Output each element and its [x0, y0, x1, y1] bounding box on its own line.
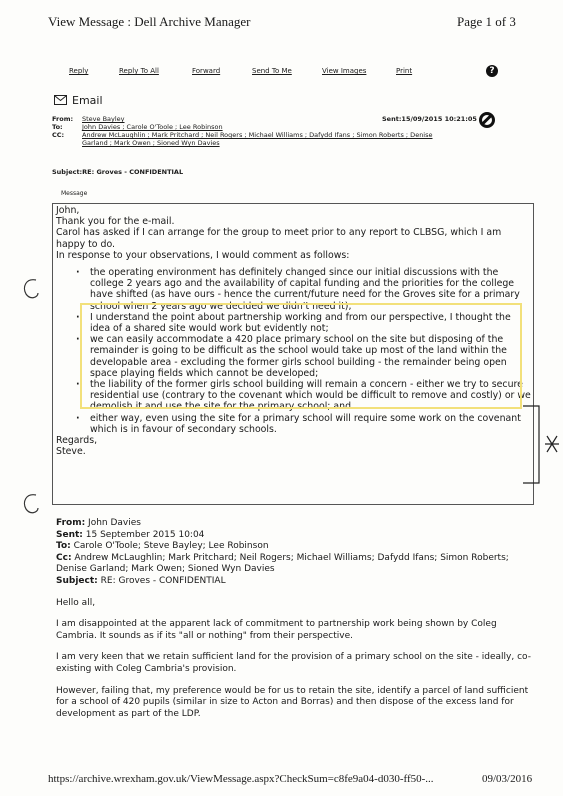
fwd-to-label: To: [56, 541, 71, 552]
fwd-from-label: From: [56, 518, 86, 528]
to-links[interactable]: John Davies ; Carole O'Toole ; Lee Robinson [82, 123, 223, 131]
message-label: Message [61, 190, 88, 197]
cc-links[interactable]: Andrew McLaughlin ; Mark Pritchard ; Neil Rogers ; Michael Williams ; Dafydd Ifans ; Simon Roberts ; Denise [82, 131, 433, 139]
message-line: In response to your observations, I would comment as follows: [56, 249, 350, 261]
forward-button[interactable]: Forward [192, 67, 221, 75]
fwd-subject: RE: Groves - CONFIDENTIAL [100, 575, 226, 586]
fwd-paragraph: However, failing that, my preference would be for us to retain the site, identify a parcel of land sufficient for a school of 420 pupils (similar in size to Acton and Borras) and then dispose of the excess land for development as part of the LDP. [56, 685, 529, 719]
cc-links-continued[interactable]: Garland ; Mark Owen ; Sioned Wyn Davies [82, 139, 220, 147]
reply-button[interactable]: Reply [69, 67, 89, 75]
signature: Steve. [56, 446, 86, 458]
list-item: · either way, even using the site for a primary school will require some work on the covenant which is in favour of secondary schools. [56, 413, 531, 435]
fwd-greeting: Hello all, [56, 597, 96, 608]
send-to-me-button[interactable]: Send To Me [252, 67, 292, 75]
fwd-paragraph: I am disappointed at the apparent lack of commitment to partnership work being shown by Coleg Cambria. It sounds as if its "all or nothing" from their perspective. [56, 619, 497, 641]
fwd-cc: Andrew McLaughlin; Mark Pritchard; Neil Rogers; Michael Williams; Dafydd Ifans; Simon Roberts; Denise Garland; Mark Owen; Sioned Wyn Davies [56, 552, 509, 575]
closing: Regards, [56, 435, 98, 447]
from-label: From: [52, 115, 74, 123]
list-item: · I understand the point about partnership working and from our perspective, I thought the idea of a shared site would work but evidently not; [56, 312, 531, 334]
list-item: · the operating environment has definitely changed since our initial discussions with the college 2 years ago and the availability of capital funding and the priorities for the college have shifted (as have ours - hence the current/future need for the Groves site for a primary school when 2 years ago we decided we didn't need it); [56, 267, 531, 312]
fwd-from: John Davies [88, 518, 141, 528]
fwd-cc-label: Cc: [56, 552, 72, 563]
fwd-subject-label: Subject: [56, 575, 98, 586]
print-button[interactable]: Print [396, 67, 413, 75]
page-number: Page 1 of 3 [457, 14, 516, 29]
footer-date: 09/03/2016 [482, 773, 533, 785]
list-item: · we can easily accommodate a 420 place primary school on the site but disposing of the remainder is going to be difficult as the school would take up most of the land within the developable area - excluding the former girls school building - the remainder being open space playing fields which cannot be developed; [56, 334, 531, 379]
fwd-paragraph: I am very keen that we retain sufficient land for the provision of a primary school on the site - ideally, co-existing with Coleg Cambria's provision. [56, 652, 531, 674]
to-label: To: [52, 123, 63, 131]
reply-all-button[interactable]: Reply To All [119, 67, 159, 75]
message-line: Thank you for the e-mail. [56, 216, 175, 228]
subject-line: Subject:RE: Groves - CONFIDENTIAL [52, 168, 184, 176]
sent-date: Sent:15/09/2015 10:21:05 [382, 115, 477, 123]
greeting: John, [56, 205, 80, 216]
from-link[interactable]: Steve Bayley [82, 115, 125, 123]
forwarded-message [56, 518, 531, 720]
view-images-button[interactable]: View Images [322, 67, 367, 75]
page-title: View Message : Dell Archive Manager [48, 14, 251, 29]
message-line: Carol has asked if I can arrange for the group to meet prior to any report to CLBSG, which I am happy to do. [56, 227, 502, 250]
fwd-sent-label: Sent: [56, 529, 83, 540]
email-section-title: Email [72, 94, 103, 107]
fwd-sent: 15 September 2015 10:04 [85, 529, 205, 540]
list-item: · the liability of the former girls school building will remain a concern - either we try to secure residential use (contrary to the covenant which would be difficult to remove and costly) or we demolish it and use the site for the primary school; and [56, 379, 531, 413]
help-icon[interactable]: ? [486, 65, 498, 77]
fwd-to: Carole O'Toole; Steve Bayley; Lee Robinson [73, 541, 269, 552]
footer-url: https://archive.wrexham.gov.uk/ViewMessage.aspx?CheckSum=c8fe9a04-d030-ff50-... [48, 773, 434, 785]
cc-label: CC: [52, 131, 65, 139]
